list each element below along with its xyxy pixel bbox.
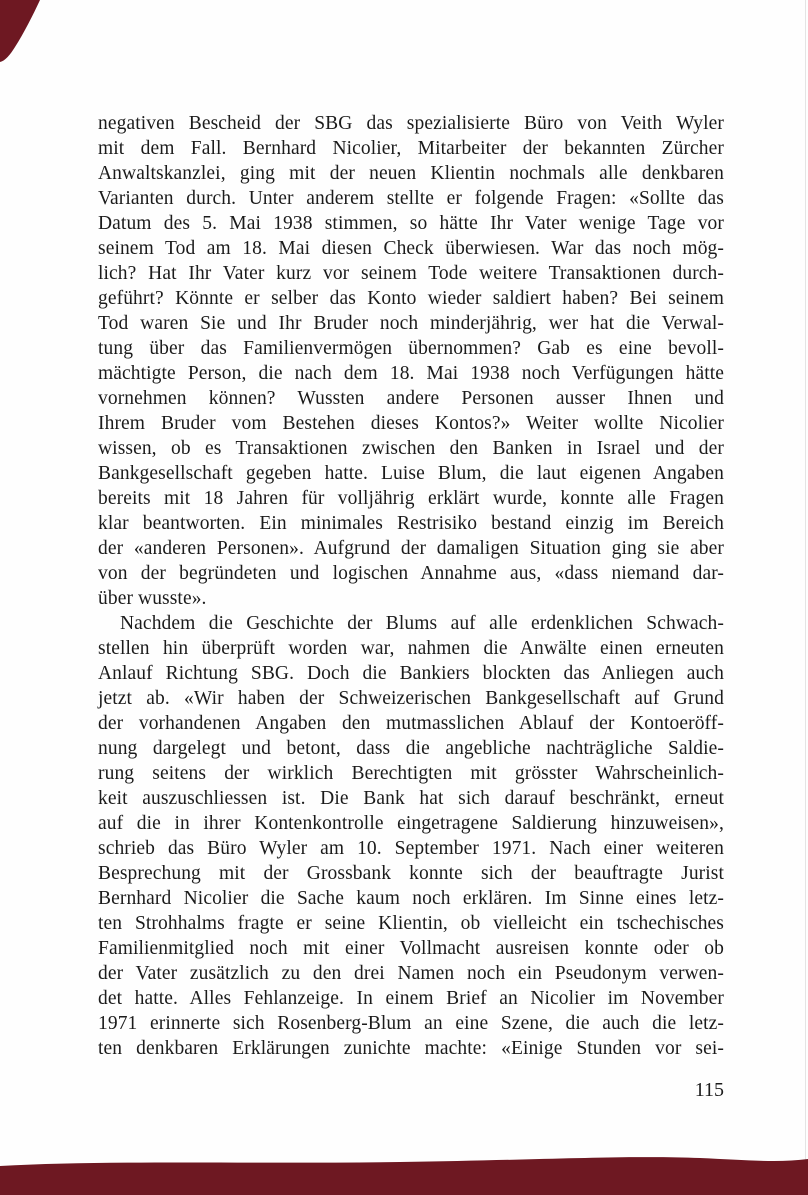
text-line: keit auszuschliessen ist. Die Bank hat sich darauf beschränkt, erneut	[98, 788, 724, 809]
text-line: von der begründeten und logischen Annahme aus, «dass niemand dar-	[98, 563, 724, 584]
text-line: lich? Hat Ihr Vater kurz vor seinem Tode weitere Transaktionen durch-	[98, 263, 724, 284]
text-line: Varianten durch. Unter anderem stellte er folgende Fragen: «Sollte das	[98, 188, 724, 209]
text-line: stellen hin überprüft worden war, nahmen die Anwälte einen erneuten	[98, 638, 724, 659]
text-line: Bernhard Nicolier die Sache kaum noch erklären. Im Sinne eines letz-	[98, 888, 724, 909]
scan-cover-corner-top-left	[0, 0, 48, 64]
text-line: vornehmen können? Wussten andere Personen ausser Ihnen und	[98, 388, 724, 409]
paragraph-1	[98, 111, 724, 611]
text-line: tung über das Familienvermögen übernommen? Gab es eine bevoll-	[98, 338, 724, 359]
text-line: der vorhandenen Angaben den mutmasslichen Ablauf der Kontoeröff-	[98, 713, 724, 734]
text-line: det hatte. Alles Fehlanzeige. In einem Brief an Nicolier im November	[98, 988, 724, 1009]
text-line: Datum des 5. Mai 1938 stimmen, so hätte Ihr Vater wenige Tage vor	[98, 213, 724, 234]
text-line: Tod waren Sie und Ihr Bruder noch minderjährig, wer hat die Verwal-	[98, 313, 724, 334]
text-line: mächtigte Person, die nach dem 18. Mai 1938 noch Verfügungen hätte	[98, 363, 724, 384]
text-line: klar beantworten. Ein minimales Restrisiko bestand einzig im Bereich	[98, 513, 724, 534]
text-line: ten Strohhalms fragte er seine Klientin, ob vielleicht ein tschechisches	[98, 913, 724, 934]
scan-cover-band-bottom	[0, 1151, 808, 1195]
text-line: bereits mit 18 Jahren für volljährig erklärt wurde, konnte alle Fragen	[98, 488, 724, 509]
scan-cover-band-shape	[0, 1157, 808, 1195]
text-line: Bankgesellschaft gegeben hatte. Luise Blum, die laut eigenen Angaben	[98, 463, 724, 484]
text-line: Ihrem Bruder vom Bestehen dieses Kontos?» Weiter wollte Nicolier	[98, 413, 724, 434]
text-line: nung dargelegt und betont, dass die angebliche nachträgliche Saldie-	[98, 738, 724, 759]
paragraph-2	[98, 611, 724, 1061]
text-line: mit dem Fall. Bernhard Nicolier, Mitarbeiter der bekannten Zürcher	[98, 138, 724, 159]
text-line: geführt? Könnte er selber das Konto wieder saldiert haben? Bei seinem	[98, 288, 724, 309]
text-line: rung seitens der wirklich Berechtigten mit grösster Wahrscheinlich-	[98, 763, 724, 784]
text-line: der Vater zusätzlich zu den drei Namen noch ein Pseudonym verwen-	[98, 963, 724, 984]
text-line: ten denkbaren Erklärungen zunichte machte: «Einige Stunden vor sei-	[98, 1038, 724, 1059]
text-line: Familienmitglied noch mit einer Vollmacht ausreisen konnte oder ob	[98, 938, 724, 959]
text-line: über wusste».	[98, 588, 207, 609]
text-line: Nachdem die Geschichte der Blums auf alle erdenklichen Schwach-	[120, 613, 724, 634]
page-edge-line	[805, 0, 806, 1195]
text-line: seinem Tod am 18. Mai diesen Check überwiesen. War das noch mög-	[98, 238, 724, 259]
body-text	[98, 111, 724, 1061]
scan-cover-corner-shape	[0, 0, 40, 62]
text-line: Anlauf Richtung SBG. Doch die Bankiers blockten das Anliegen auch	[98, 663, 724, 684]
text-line: der «anderen Personen». Aufgrund der damaligen Situation ging sie aber	[98, 538, 724, 559]
page-number: 115	[694, 1079, 724, 1101]
text-line: schrieb das Büro Wyler am 10. September 1971. Nach einer weiteren	[98, 838, 724, 859]
text-line: jetzt ab. «Wir haben der Schweizerischen Bankgesellschaft auf Grund	[98, 688, 724, 709]
text-line: negativen Bescheid der SBG das spezialisierte Büro von Veith Wyler	[98, 113, 724, 134]
text-line: wissen, ob es Transaktionen zwischen den Banken in Israel und der	[98, 438, 724, 459]
text-line: 1971 erinnerte sich Rosenberg-Blum an eine Szene, die auch die letz-	[98, 1013, 724, 1034]
text-line: Besprechung mit der Grossbank konnte sich der beauftragte Jurist	[98, 863, 724, 884]
text-line: Anwaltskanzlei, ging mit der neuen Klientin nochmals alle denkbaren	[98, 163, 724, 184]
text-line: auf die in ihrer Kontenkontrolle eingetragene Saldierung hinzuweisen»,	[98, 813, 724, 834]
